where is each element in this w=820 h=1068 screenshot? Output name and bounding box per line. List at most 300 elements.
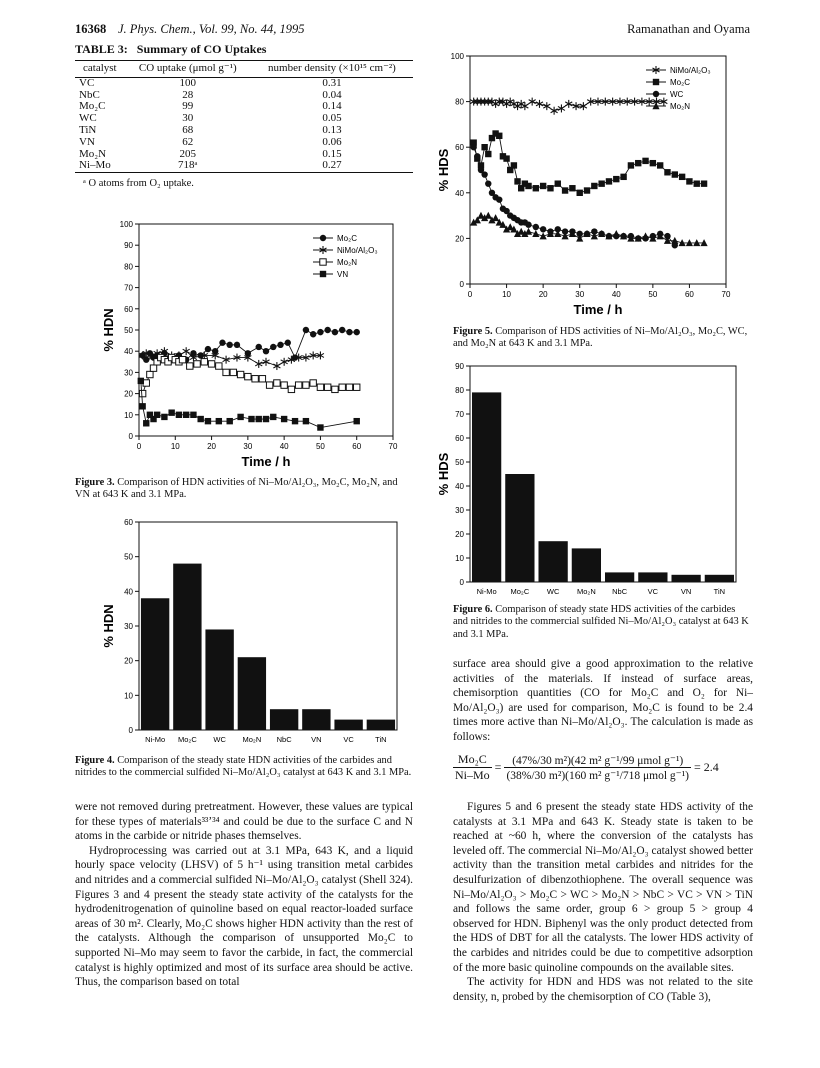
y-tick-label: 0 xyxy=(128,432,133,441)
data-point xyxy=(354,418,360,424)
table-cell: Mo₂N xyxy=(79,147,107,160)
paragraph: surface area should give a good approximation to the relative activities of the materials. If instead of surface areas, chemisorption quantities (CO for Mo₂C and O₂ for Ni–Mo/Al₂O₃) are used for comparison, Mo₂C is found to be 2.4 times more active than Ni–Mo/Al₂O₃. The calculation is made as follows: xyxy=(453,658,753,743)
data-point xyxy=(320,235,326,241)
data-point xyxy=(256,416,262,422)
data-point xyxy=(569,185,575,191)
data-point xyxy=(577,190,583,196)
data-point xyxy=(138,378,144,384)
table-cell: 68 xyxy=(182,123,194,136)
data-point xyxy=(543,102,550,110)
data-point xyxy=(354,329,360,335)
data-point xyxy=(679,174,685,180)
data-point xyxy=(664,169,670,175)
equation-rhs-denominator: (38%/30 m²)(160 m² g⁻¹/718 μmol g⁻¹) xyxy=(506,770,689,782)
table-row xyxy=(75,137,413,149)
data-point xyxy=(245,373,251,379)
data-point xyxy=(277,342,283,348)
data-point xyxy=(650,160,656,166)
x-tick-label: 50 xyxy=(315,442,325,451)
data-point xyxy=(657,162,663,168)
table-row xyxy=(75,160,413,172)
data-point xyxy=(281,382,287,388)
y-tick-label: 40 xyxy=(124,587,133,597)
data-point xyxy=(653,79,659,85)
data-point xyxy=(154,412,160,418)
data-point xyxy=(635,160,641,166)
bar xyxy=(671,575,700,582)
y-tick-label: 40 xyxy=(455,482,464,491)
data-point xyxy=(183,347,190,355)
data-point xyxy=(525,183,531,189)
data-point xyxy=(281,416,287,422)
data-point xyxy=(555,180,561,186)
y-tick-label: 20 xyxy=(455,530,464,539)
equation-result: = 2.4 xyxy=(694,760,719,774)
data-point xyxy=(256,344,262,350)
y-tick-label: 80 xyxy=(124,262,133,272)
data-point xyxy=(686,178,692,184)
data-point xyxy=(208,361,214,367)
data-point xyxy=(303,418,309,424)
bar xyxy=(141,598,169,730)
data-point xyxy=(558,104,565,112)
table-cell: VN xyxy=(79,135,95,148)
page-number: 16368 xyxy=(75,22,107,36)
data-point xyxy=(672,171,678,177)
data-point xyxy=(183,412,189,418)
y-tick-label: 30 xyxy=(455,506,464,515)
x-tick-label: WC xyxy=(213,735,226,744)
data-point xyxy=(485,212,492,219)
x-axis-label: Time / h xyxy=(573,302,623,317)
journal-citation: J. Phys. Chem., Vol. 99, No. 44, 1995 xyxy=(118,22,305,36)
data-point xyxy=(536,100,543,108)
data-point xyxy=(143,356,149,362)
bar xyxy=(505,474,534,582)
figure-6-text: Comparison of steady state HDS activities of the carbides and nitrides to the commercial sulfided Ni–Mo/Al₂O₃ catalyst at 643 K and 3.1 MPa. xyxy=(453,604,749,640)
running-authors: Ramanathan and Oyama xyxy=(627,22,750,36)
co-uptake-table xyxy=(75,60,413,173)
equation: $\frac{\text{Mo₂C}}{Ni-Mo}$ = $\frac{\text{(47\%/30 m²)(42 m² g⁻¹/99 μmol g⁻¹)}}{\text{(38\%/30 m²)(160 m² g⁻¹/718 μmol g⁻¹)}}$ = 2.4 xyxy=(455,752,719,782)
x-tick-label: 70 xyxy=(721,290,731,299)
table-cell: 62 xyxy=(182,135,194,148)
x-axis-label: Time / h xyxy=(241,454,291,469)
y-tick-label: 50 xyxy=(455,458,464,467)
data-point xyxy=(263,348,269,354)
paragraph: were not removed during pretreatment. However, these values are typical for these types of materials³³ʼ³⁴ and could be due to the surface C and N atoms in the carbide or nitride phases themselves. xyxy=(75,801,413,843)
data-point xyxy=(201,359,207,365)
equation-rhs-numerator: (47%/30 m²)(42 m² g⁻¹/99 μmol g⁻¹) xyxy=(504,753,691,768)
table-row xyxy=(75,101,413,113)
y-tick-label: 50 xyxy=(124,326,133,335)
figure-4-caption xyxy=(75,755,413,780)
y-tick-label: 60 xyxy=(455,143,464,153)
y-tick-label: 100 xyxy=(450,52,464,61)
data-point xyxy=(303,327,309,333)
data-point xyxy=(263,358,270,366)
x-tick-label: 60 xyxy=(352,442,362,451)
equation-lhs xyxy=(453,752,492,783)
figure-5-text: Comparison of HDS activities of Ni–Mo/Al₂O₃, Mo₂C, WC, and Mo₂N at 643 K and 3.1 MPa. xyxy=(453,326,748,350)
bar xyxy=(270,709,298,730)
legend-label: NiMo/Al₂O₃ xyxy=(337,246,378,255)
table-cell: Mo₂C xyxy=(79,100,106,113)
data-point xyxy=(310,380,316,386)
data-point xyxy=(176,412,182,418)
data-point xyxy=(474,153,480,159)
data-point xyxy=(270,344,276,350)
data-point xyxy=(613,176,619,182)
bar xyxy=(334,720,362,730)
data-point xyxy=(187,363,193,369)
bar xyxy=(572,548,601,582)
data-point xyxy=(529,98,536,106)
data-point xyxy=(237,371,243,377)
y-axis-label: % HDN xyxy=(101,604,116,648)
data-point xyxy=(295,382,301,388)
table-3 xyxy=(75,42,413,189)
x-tick-label: Mo₂C xyxy=(510,587,530,596)
paragraph: Figures 5 and 6 present the steady state HDS activity of the catalysts at 3.1 MPa and 643 K. Steady state is taken to be reached at ~60 h, where the conversion of the catalysts has leveled off. The commercial Ni–Mo/Al₂O₃ catalyst showed better activity than the transition metal carbides and nitrides for the desulfurization of dibenzothiophene. The overall sequence was Ni–Mo/Al₂O₃ > Mo₂C > WC > Mo₂N > NbC > VC > VN > TiN and follows the same order, group 6 > group 5 > group 4 observed for HDN. Biphenyl was the only product detected from the HDS of DBT for all the catalysts. The lower HDS activity of the carbides and nitrides could be due to competitive adsorption of the more basic quinoline compounds on the available sites. xyxy=(453,801,753,974)
data-point xyxy=(179,356,185,362)
x-tick-label: 40 xyxy=(611,290,621,299)
data-point xyxy=(317,424,323,430)
legend-label: WC xyxy=(670,90,684,99)
y-tick-label: 50 xyxy=(124,552,133,562)
x-tick-label: 30 xyxy=(575,290,585,299)
legend-label: NiMo/Al₂O₃ xyxy=(670,66,711,75)
figure-4-chart xyxy=(95,514,413,754)
data-point xyxy=(346,384,352,390)
data-point xyxy=(139,390,145,396)
data-point xyxy=(339,327,345,333)
data-point xyxy=(288,386,294,392)
data-point xyxy=(194,361,200,367)
data-point xyxy=(547,185,553,191)
data-point xyxy=(642,158,648,164)
x-tick-label: VC xyxy=(343,735,354,744)
figure-5-label: Figure 5. xyxy=(453,326,493,337)
data-point xyxy=(584,187,590,193)
x-tick-label: NbC xyxy=(612,587,628,596)
series-line xyxy=(474,134,704,193)
figure-3-text: Comparison of HDN activities of Ni–Mo/Al₂O₃, Mo₂C, Mo₂N, and VN at 643 K and 3.1 MPa. xyxy=(75,477,398,501)
legend-label: Mo₂N xyxy=(670,102,690,111)
data-point xyxy=(248,416,254,422)
x-tick-label: 10 xyxy=(170,442,180,451)
data-point xyxy=(565,100,572,108)
data-point xyxy=(551,107,558,115)
data-point xyxy=(310,331,316,337)
data-point xyxy=(190,412,196,418)
bar xyxy=(302,709,330,730)
figure-6-chart xyxy=(430,360,755,600)
left-column-text xyxy=(75,800,413,990)
figure-4-label: Figure 4. xyxy=(75,755,115,766)
data-point xyxy=(223,369,229,375)
x-tick-label: VN xyxy=(680,587,692,596)
figure-5-chart xyxy=(430,48,755,326)
y-tick-label: 60 xyxy=(124,518,133,527)
data-point xyxy=(532,230,539,237)
data-point xyxy=(332,329,338,335)
data-point xyxy=(270,414,276,420)
data-point xyxy=(481,144,487,150)
data-point xyxy=(219,340,225,346)
data-point xyxy=(620,174,626,180)
x-tick-label: 30 xyxy=(243,442,253,451)
x-tick-label: TiN xyxy=(375,735,387,744)
table-cell: 99 xyxy=(182,100,194,113)
legend-label: VN xyxy=(337,270,349,279)
table-cell: TiN xyxy=(79,123,97,136)
data-point xyxy=(234,342,240,348)
data-point xyxy=(591,183,597,189)
data-point xyxy=(143,420,149,426)
data-point xyxy=(598,180,604,186)
x-tick-label: 10 xyxy=(502,290,512,299)
data-point xyxy=(223,356,230,364)
x-tick-label: 70 xyxy=(388,442,398,451)
data-point xyxy=(255,360,262,368)
y-tick-label: 70 xyxy=(124,283,133,293)
bar xyxy=(205,629,233,730)
bar xyxy=(238,657,266,730)
data-point xyxy=(263,416,269,422)
data-point xyxy=(339,384,345,390)
data-point xyxy=(525,228,532,235)
y-tick-label: 90 xyxy=(455,362,464,371)
table-cell: 0.05 xyxy=(322,112,342,125)
y-tick-label: 40 xyxy=(124,347,133,357)
y-tick-label: 80 xyxy=(455,386,464,395)
table-cell: 100 xyxy=(179,76,196,89)
data-point xyxy=(168,409,174,415)
y-tick-label: 10 xyxy=(124,410,133,420)
table-header-cell: CO uptake (μmol g⁻¹) xyxy=(138,62,237,74)
y-tick-label: 0 xyxy=(459,578,464,587)
data-point xyxy=(332,386,338,392)
table-cell: 28 xyxy=(182,88,194,101)
table-cell: 0.15 xyxy=(322,147,342,160)
y-tick-label: 10 xyxy=(124,691,133,701)
y-tick-label: 0 xyxy=(128,726,133,735)
table-footnote: ᵃ O atoms from O₂ uptake. xyxy=(83,178,194,190)
y-tick-label: 60 xyxy=(455,434,464,443)
figure-6-label: Figure 6. xyxy=(453,604,493,615)
table-header-cell: number density (×10¹⁵ cm⁻²) xyxy=(268,62,396,74)
paragraph: Hydroprocessing was carried out at 3.1 MPa, 643 K, and a liquid hourly space velocity (LHSV) of 5 h⁻¹ using transition metal carbides and nitrides and a commercial sulfided Ni–Mo/Al₂O₃ catalyst (Shell 324). Figures 3 and 4 present the steady state activity of the catalysts for the hydrodenitrogenation of quinoline based on equal reactor-loaded surface areas of 30 m². Clearly, Mo₂C shows higher HDN activity than the rest of the catalysts. Although the comparison of unsupported Mo₂C to supported Ni–Mo may seem to favor the carbide, in fact, the commercial catalyst is highly optimized and most of its surface area should be active. Thus, the comparison based on total xyxy=(75,844,413,989)
table-header-cell: catalyst xyxy=(83,62,117,74)
y-axis-label: % HDN xyxy=(101,308,116,352)
data-point xyxy=(606,178,612,184)
y-tick-label: 70 xyxy=(455,410,464,419)
bar xyxy=(367,720,395,730)
bar xyxy=(605,572,634,582)
x-tick-label: VC xyxy=(647,587,659,596)
data-point xyxy=(701,180,707,186)
equation-lhs-denominator: Ni–Mo xyxy=(455,768,490,782)
data-point xyxy=(481,171,487,177)
table-title: TABLE 3: xyxy=(75,42,128,56)
x-tick-label: 50 xyxy=(648,290,658,299)
data-point xyxy=(346,329,352,335)
data-point xyxy=(653,91,659,97)
data-point xyxy=(197,416,203,422)
bar xyxy=(472,392,501,582)
data-point xyxy=(281,358,288,366)
data-point xyxy=(274,380,280,386)
x-tick-label: Mo₂N xyxy=(577,587,596,596)
x-tick-label: 20 xyxy=(207,442,217,451)
data-point xyxy=(533,224,539,230)
y-tick-label: 90 xyxy=(124,241,133,251)
data-point xyxy=(511,162,517,168)
y-tick-label: 40 xyxy=(455,188,464,198)
table-row xyxy=(75,90,413,102)
table-cell: 0.14 xyxy=(322,100,342,113)
data-point xyxy=(470,144,476,150)
y-tick-label: 100 xyxy=(119,220,133,229)
x-tick-label: NbC xyxy=(276,735,292,744)
y-tick-label: 20 xyxy=(455,234,464,244)
table-cell: 0.31 xyxy=(322,76,342,89)
right-column-text xyxy=(453,657,753,745)
x-tick-label: 0 xyxy=(136,442,142,451)
bar xyxy=(538,541,567,582)
y-tick-label: 10 xyxy=(455,554,464,563)
equation-rhs xyxy=(504,753,691,782)
table-cell: WC xyxy=(79,112,97,125)
data-point xyxy=(628,162,634,168)
data-point xyxy=(485,180,491,186)
data-point xyxy=(252,376,258,382)
data-point xyxy=(285,340,291,346)
data-point xyxy=(533,185,539,191)
data-point xyxy=(161,414,167,420)
data-point xyxy=(694,180,700,186)
x-tick-label: WC xyxy=(546,587,560,596)
data-point xyxy=(485,151,491,157)
data-point xyxy=(147,371,153,377)
figure-3-caption xyxy=(75,477,413,502)
x-tick-label: 40 xyxy=(279,442,289,451)
data-point xyxy=(540,183,546,189)
y-tick-label: 0 xyxy=(459,280,464,289)
x-tick-label: TiN xyxy=(713,587,726,596)
figure-5-caption xyxy=(453,326,751,351)
y-tick-label: 30 xyxy=(124,622,133,631)
data-point xyxy=(237,414,243,420)
data-point xyxy=(230,369,236,375)
x-tick-label: 0 xyxy=(467,290,473,299)
data-point xyxy=(259,376,265,382)
table-row xyxy=(75,149,413,161)
data-point xyxy=(540,226,546,232)
table-cell: NbC xyxy=(79,88,100,101)
data-point xyxy=(540,232,547,239)
legend-label: Mo₂C xyxy=(670,78,690,87)
data-point xyxy=(324,327,330,333)
table-cell: 718ᵃ xyxy=(178,159,198,172)
data-point xyxy=(320,271,326,277)
data-point xyxy=(324,384,330,390)
data-point xyxy=(150,365,156,371)
bar xyxy=(638,572,667,582)
figure-3-label: Figure 3. xyxy=(75,477,115,488)
data-point xyxy=(205,418,211,424)
data-point xyxy=(496,133,502,139)
data-point xyxy=(143,380,149,386)
y-tick-label: 20 xyxy=(124,656,133,666)
data-point xyxy=(227,418,233,424)
x-tick-label: VN xyxy=(311,735,322,744)
data-point xyxy=(525,222,531,228)
table-row xyxy=(75,77,413,89)
y-tick-label: 30 xyxy=(124,368,133,378)
data-point xyxy=(354,384,360,390)
table-cell: 205 xyxy=(179,147,196,160)
table-row xyxy=(75,125,413,137)
x-tick-label: Ni-Mo xyxy=(476,587,497,596)
table-cell: 0.13 xyxy=(322,123,342,136)
data-point xyxy=(227,342,233,348)
figure-3-chart xyxy=(95,214,413,476)
y-axis-label: % HDS xyxy=(436,148,451,192)
data-point xyxy=(216,418,222,424)
data-point xyxy=(496,196,502,202)
bar xyxy=(173,564,201,730)
figure-4-text: Comparison of the steady state HDN activities of the carbides and nitrides to the commercial sulfided Ni–Mo/Al₂O₃ catalyst at 643 K and 3.1 MPa. xyxy=(75,755,412,779)
table-cell: VC xyxy=(79,76,95,89)
data-point xyxy=(642,232,649,239)
x-tick-label: 60 xyxy=(684,290,694,299)
right-column-text-2 xyxy=(453,800,753,1004)
x-tick-label: 20 xyxy=(538,290,548,299)
data-point xyxy=(273,362,280,370)
equation-lhs-numerator: Mo₂C xyxy=(453,752,492,768)
y-axis-label: % HDS xyxy=(436,452,451,496)
data-point xyxy=(139,403,145,409)
bar xyxy=(705,575,734,582)
figure-6-caption xyxy=(453,604,751,641)
table-cell: Ni–Mo xyxy=(79,159,111,172)
data-point xyxy=(503,155,509,161)
data-point xyxy=(562,187,568,193)
data-point xyxy=(613,230,620,237)
data-point xyxy=(317,384,323,390)
paragraph: The activity for HDN and HDS was not related to the site density, n, probed by the chemisorption of CO (Table 3), xyxy=(453,976,753,1003)
y-tick-label: 20 xyxy=(124,389,133,399)
data-point xyxy=(205,346,211,352)
table-cell: 0.04 xyxy=(322,88,342,101)
table-row xyxy=(75,113,413,125)
data-point xyxy=(317,329,323,335)
data-point xyxy=(216,363,222,369)
legend-label: Mo₂N xyxy=(337,258,357,267)
data-point xyxy=(320,259,326,265)
data-point xyxy=(303,382,309,388)
x-tick-label: Mo₂N xyxy=(242,735,262,744)
data-point xyxy=(514,178,520,184)
data-point xyxy=(292,418,298,424)
table-caption: Summary of CO Uptakes xyxy=(136,42,267,56)
table-cell: 30 xyxy=(182,112,194,125)
x-tick-label: Ni-Mo xyxy=(145,735,166,744)
y-tick-label: 80 xyxy=(455,97,464,107)
table-cell: 0.06 xyxy=(322,135,342,148)
x-tick-label: Mo₂C xyxy=(178,735,197,744)
